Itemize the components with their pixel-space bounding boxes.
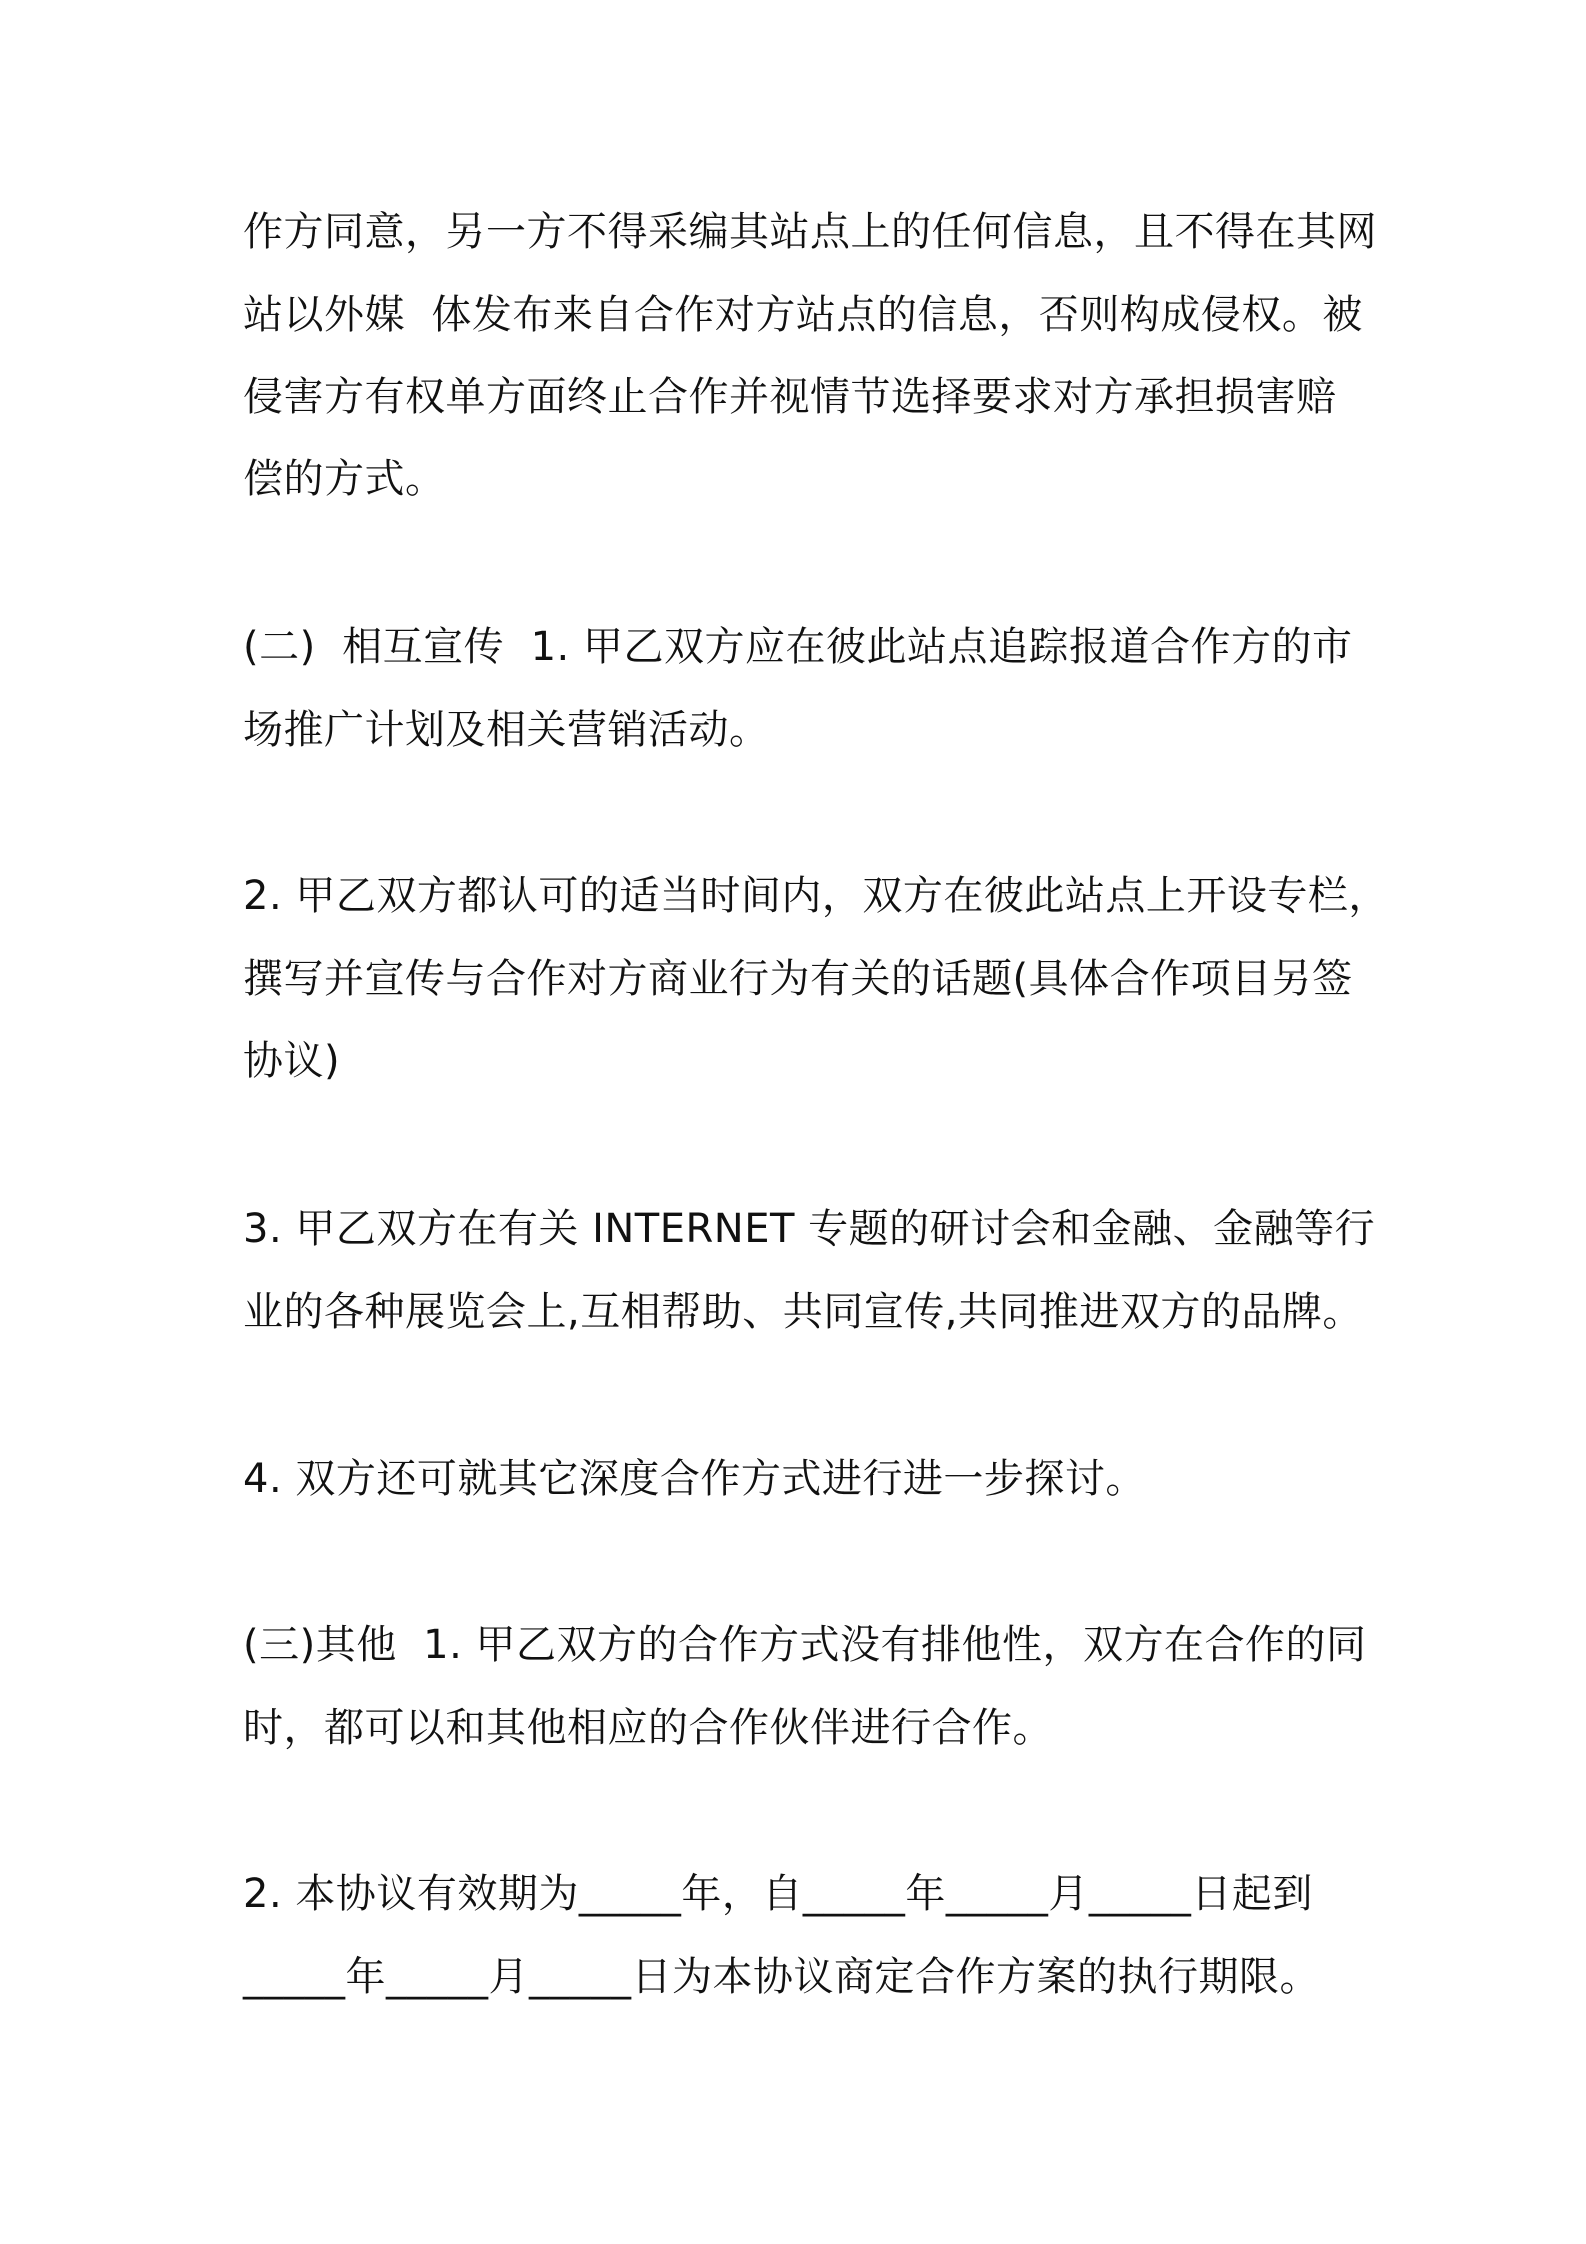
text-line: _____年_____月_____日为本协议商定合作方案的执行期限。 — [243, 1954, 1320, 2000]
text-line: 2. 甲乙双方都认可的适当时间内，双方在彼此站点上开设专栏， — [243, 873, 1389, 919]
text-line: 站以外媒 体发布来自合作对方站点的信息，否则构成侵权。被 — [243, 292, 1363, 338]
text-line: 协议) — [243, 1038, 341, 1084]
text-line: 业的各种展览会上,互相帮助、共同宣传,共同推进双方的品牌。 — [243, 1289, 1363, 1335]
text-line: 撰写并宣传与合作对方商业行为有关的话题(具体合作项目另签 — [243, 956, 1353, 1002]
text-line: 2. 本协议有效期为_____年，自_____年_____月_____日起到 — [243, 1871, 1313, 1917]
text-line: 作方同意，另一方不得采编其站点上的任何信息，且不得在其网 — [243, 209, 1377, 255]
text-line: 场推广计划及相关营销活动。 — [243, 707, 770, 753]
text-line: 偿的方式。 — [243, 456, 446, 502]
text-line: 4. 双方还可就其它深度合作方式进行进一步探讨。 — [243, 1456, 1146, 1502]
text-line: (三)其他 1. 甲乙双方的合作方式没有排他性，双方在合作的同 — [243, 1622, 1367, 1668]
text-line: 3. 甲乙双方在有关 INTERNET 专题的研讨会和金融、金融等行 — [243, 1206, 1376, 1252]
text-line: (二) 相互宣传 1. 甲乙双方应在彼此站点追踪报道合作方的市 — [243, 624, 1353, 670]
text-line: 时，都可以和其他相应的合作伙伴进行合作。 — [243, 1705, 1053, 1751]
text-line: 侵害方有权单方面终止合作并视情节选择要求对方承担损害赔 — [243, 374, 1337, 420]
